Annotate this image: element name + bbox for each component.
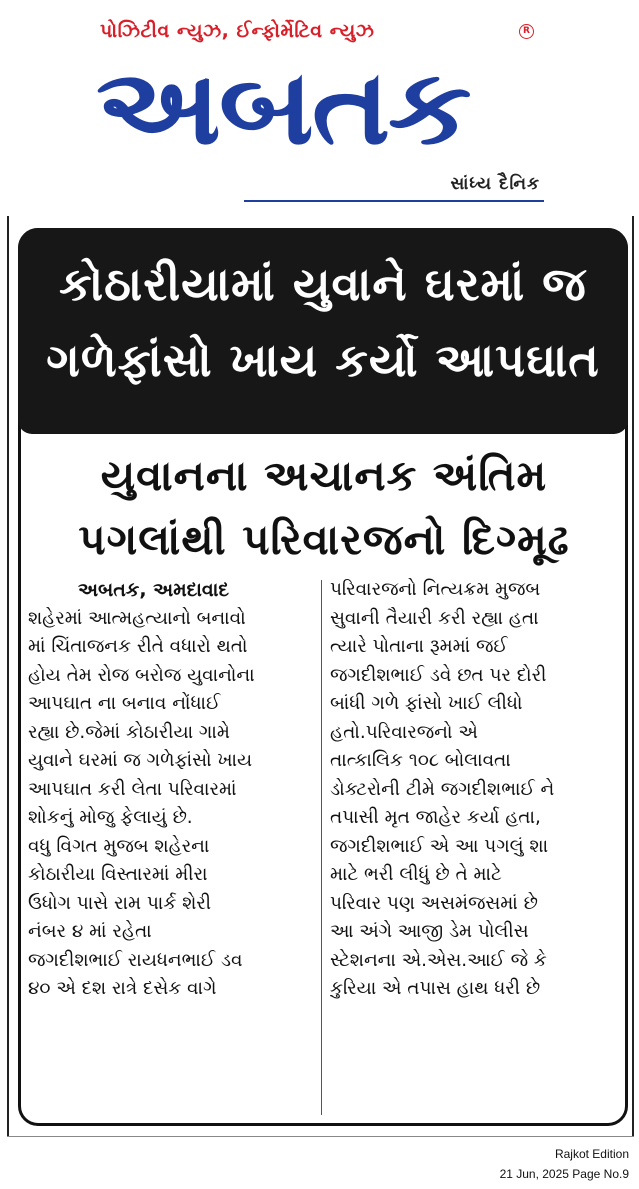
article-text-line: આપઘાત કરી લેતા પરિવારમાં	[28, 778, 237, 800]
article-text-line: સ્ટેશનના એ.એસ.આઈ જે કે	[330, 949, 547, 971]
date-page-label: 21 Jun, 2025 Page No.9	[499, 1167, 629, 1181]
article-text-line: માં ચિંતાજનક રીતે વધારો થતો	[28, 636, 248, 657]
article-text-line: માટે ભરી લીધું છે તે માટે	[330, 864, 502, 885]
article-text-line: બાંધી ગળે ફાંસો ખાઈ લીધો	[330, 693, 523, 714]
article-text-line: તપાસી મૃત જાહેર કર્યા હતા,	[330, 807, 541, 828]
article-text-line: આપઘાત ના બનાવ નોંધાઈ	[28, 693, 221, 714]
article-text-line: કુરિયા એ તપાસ હાથ ધરી છે	[330, 978, 541, 999]
subheadline	[24, 444, 624, 572]
right-page-rule	[632, 216, 634, 1136]
edition-label: Rajkot Edition	[554, 1147, 629, 1161]
article-text-line: પરિવારજનો નિત્યક્રમ મુજબ	[330, 579, 541, 600]
article-text-line: યુવાને ઘરમાં જ ગળેફાંસો ખાય	[28, 750, 253, 771]
article-text-line: નંબર ૪ માં રહેતા	[28, 921, 152, 942]
registered-mark-icon: R	[519, 24, 534, 39]
article-text-line: પરિવાર પણ અસમંજસમાં છે	[330, 892, 538, 914]
article-text-line: ઉધોગ પાસે રામ પાર્ક શેરી	[28, 892, 212, 914]
article-text-line: આ અંગે આજી ડેમ પોલીસ	[330, 921, 529, 942]
article-text-line: સુવાની તૈયારી કરી રહ્યા હતા	[330, 607, 539, 629]
article-column-right	[330, 576, 614, 1004]
left-page-rule	[7, 216, 9, 1136]
column-divider	[321, 580, 322, 1115]
article-column-left	[28, 576, 312, 1004]
headline-line-2: ગળેફાંસો ખાય કર્યો આપઘાત	[46, 333, 600, 387]
newspaper-logo: અબતક	[96, 46, 470, 168]
article-text-line: જગદીશભાઈ ડવે છત પર દોરી	[330, 664, 547, 686]
article-text-line: હોય તેમ રોજ બરોજ યુવાનોના	[28, 664, 255, 686]
masthead-subtitle: સાંધ્ય દૈનિક	[450, 174, 540, 194]
article-text-line: તાત્કાલિક ૧૦૮ બોલાવતા	[330, 750, 511, 771]
article-text-line: હતો.પરિવારજનો એ	[330, 721, 478, 743]
subhead-line-1: યુવાનના અચાનક અંતિમ	[100, 451, 548, 500]
article-text-line: રહ્યા છે.જેમાં કોઠારીયા ગામે	[28, 721, 230, 743]
article-text-line: જગદીશભાઈ એ આ પગલું શા	[330, 835, 549, 857]
dateline: અબતક, અમદાવાદ	[78, 579, 229, 601]
article-text-line: શોકનું મોજુ ફેલાયું છે.	[28, 807, 193, 828]
article-text-line: ત્યારે પોતાના રૂમમાં જઈ	[330, 636, 508, 657]
page-footer	[500, 1144, 629, 1184]
subhead-line-2: પગલાંથી પરિવારજનો દિગ્મૂઢ	[78, 515, 570, 564]
masthead-tagline: પોઝિટીવ ન્યુઝ, ઈન્ફોર્મેટિવ ન્યુઝ	[100, 20, 375, 42]
headline-box	[18, 228, 628, 434]
article-text-line: ૪૦ એ દશ રાત્રે દસેક વાગે	[28, 978, 217, 999]
article-text-line: વધુ વિગત મુજબ શહેરના	[28, 835, 210, 857]
article-text-line: શહેરમાં આત્મહત્યાનો બનાવો	[28, 607, 246, 629]
bottom-page-rule	[7, 1136, 634, 1137]
article-text-line: જગદીશભાઈ રાયધનભાઈ ડવ	[28, 949, 243, 971]
masthead-underline	[244, 200, 544, 202]
headline-line-1: કોઠારીયામાં યુવાને ઘરમાં જ	[59, 257, 587, 311]
masthead	[90, 14, 550, 204]
article-text-line: ડોક્ટરોની ટીમે જગદીશભાઈ ને	[330, 778, 555, 800]
article-text-line: કોઠારીયા વિસ્તારમાં મીરા	[28, 864, 208, 885]
